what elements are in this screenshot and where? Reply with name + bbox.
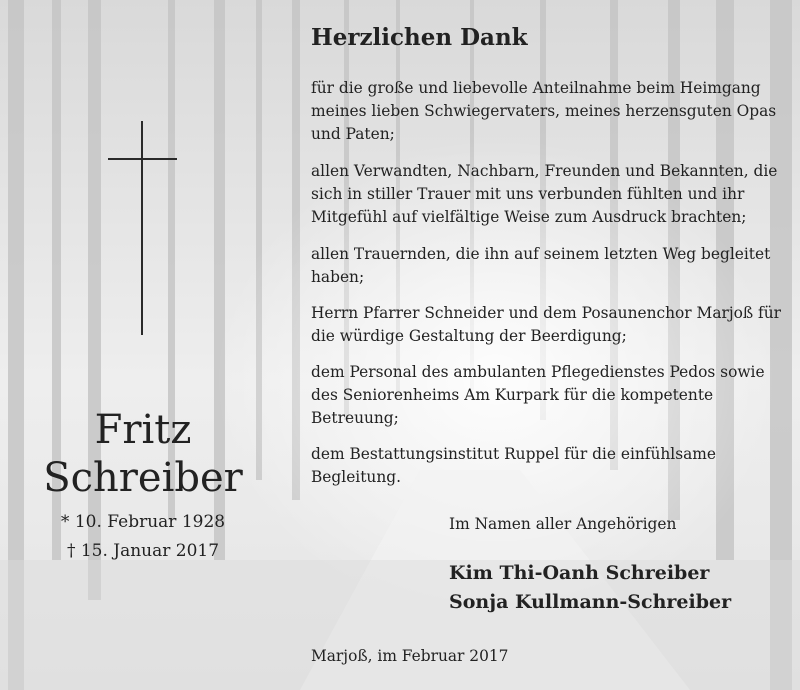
signature-intro: Im Namen aller Angehörigen: [449, 515, 677, 533]
place-date: Marjoß, im Februar 2017: [311, 647, 509, 665]
birth-date: * 10. Februar 1928: [60, 512, 226, 532]
paragraph-6: dem Bestattungsinstitut Ruppel für die einfühlsame Begleitung.: [311, 445, 717, 486]
heading: Herzlichen Dank: [311, 24, 528, 51]
signatory-1: Kim Thi-Oanh Schreiber: [449, 562, 710, 584]
death-date: † 15. Januar 2017: [66, 541, 220, 561]
paragraph-4: Herrn Pfarrer Schneider und dem Posaunenchor Marjoß für die würdige Gestaltung der Beerdigung;: [311, 304, 782, 345]
deceased-last-name: Schreiber: [43, 455, 243, 501]
deceased-first-name: Fritz: [94, 407, 192, 453]
signatory-2: Sonja Kullmann-Schreiber: [449, 591, 732, 613]
cross-icon: [141, 121, 143, 335]
paragraph-2: allen Verwandten, Nachbarn, Freunden und Bekannten, die sich in stiller Trauer mit uns verbunden fühlten und ihr Mitgefühl auf vielfältige Weise zum Ausdruck brachten;: [311, 162, 778, 226]
cross-icon-bar: [108, 158, 177, 160]
paragraph-3: allen Trauernden, die ihn auf seinem letzten Weg begleitet haben;: [311, 245, 771, 286]
paragraph-5: dem Personal des ambulanten Pflegedienstes Pedos sowie des Seniorenheims Am Kurpark für die kompetente Betreuung;: [311, 363, 765, 427]
paragraph-1: für die große und liebevolle Anteilnahme beim Heimgang meines lieben Schwiegervaters, meines herzensguten Opas und Paten;: [311, 79, 777, 143]
